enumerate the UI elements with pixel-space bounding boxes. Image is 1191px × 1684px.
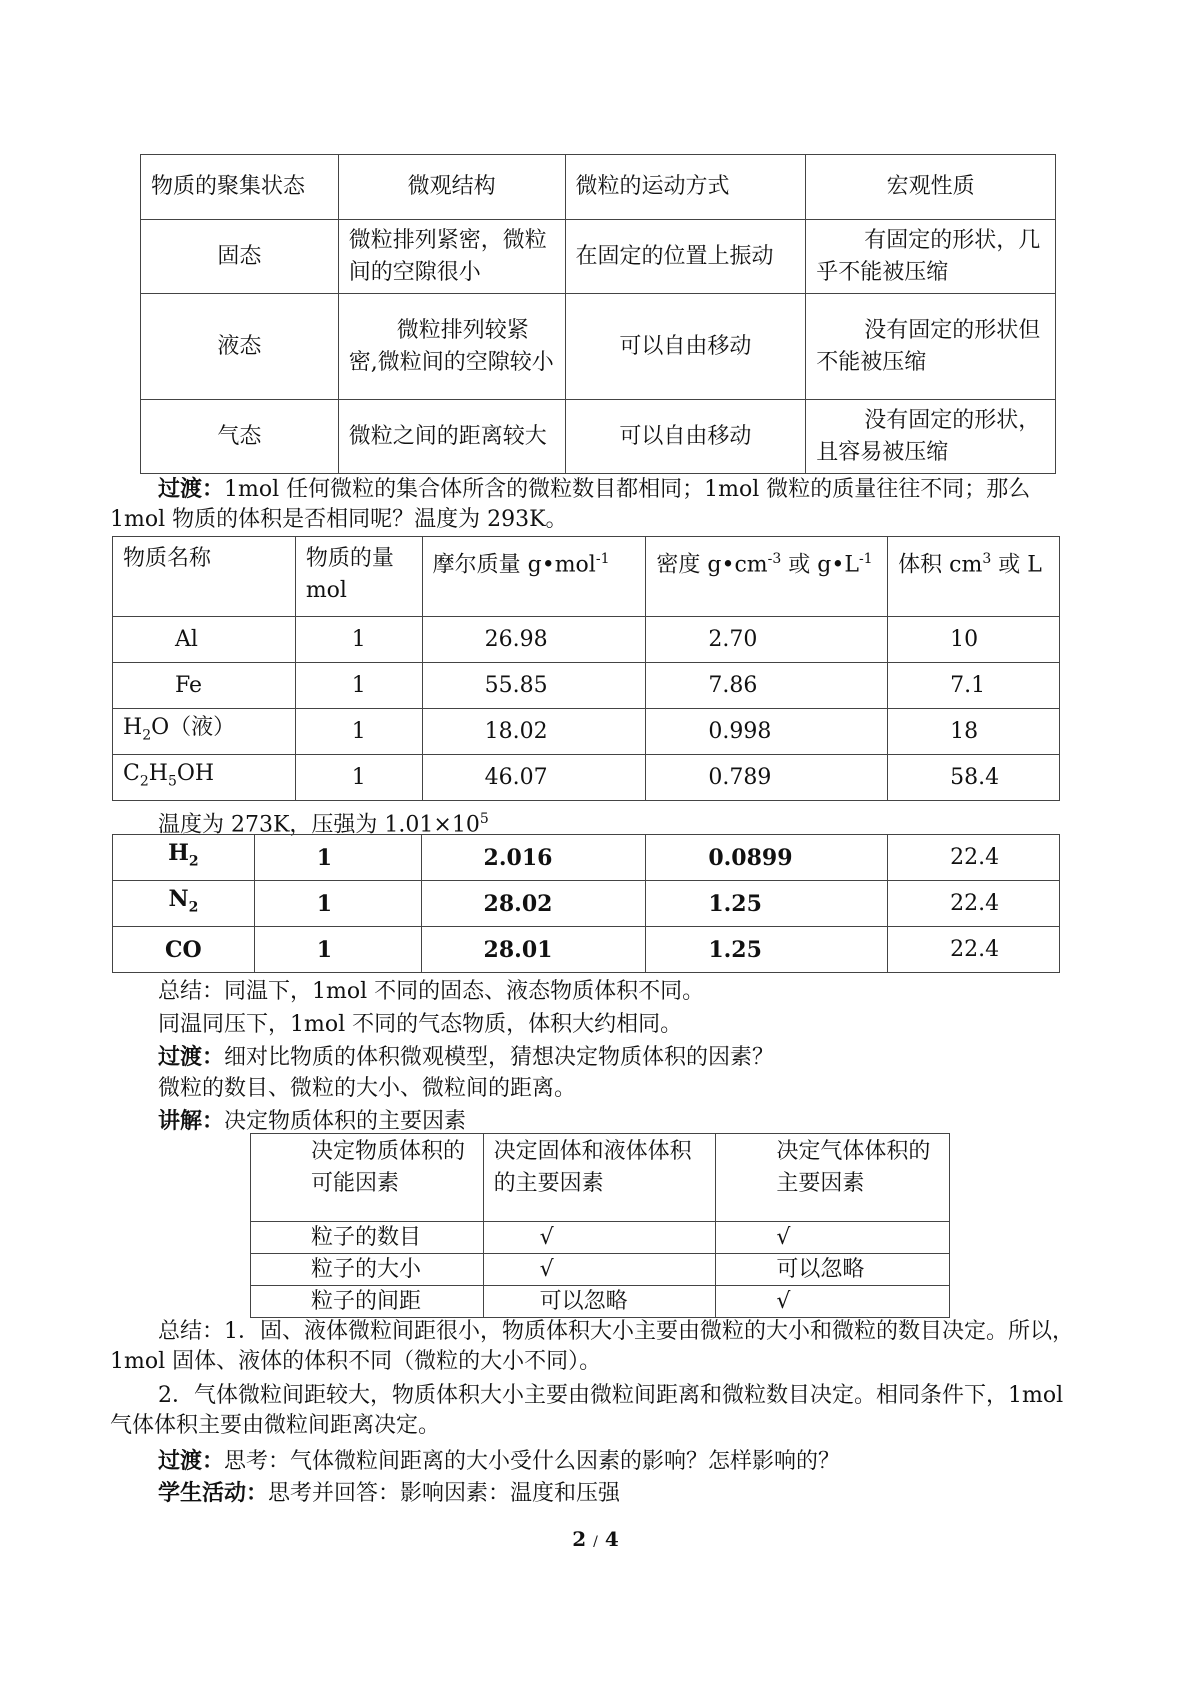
summary-text: 总结：同温下，1mol 不同的固态、液态物质体积不同。 [158, 979, 705, 1004]
header-text: 体积 cm [898, 552, 983, 578]
paragraph-text: 细对比物质的体积微观模型，猜想决定物质体积的因素？ [224, 1045, 775, 1070]
table-cell: 1 [254, 835, 421, 881]
table-header: 微粒的运动方式 [565, 155, 806, 220]
formula: H [168, 840, 189, 867]
table-cell: 微粒排列紧密，微粒间的空隙很小 [338, 220, 565, 294]
table-header: 微观结构 [338, 155, 565, 220]
table-cell: 粒子的大小 [251, 1254, 484, 1286]
header-text: 或 g•L [781, 552, 859, 578]
table-cell: 22.4 [888, 927, 1060, 973]
header-text: 或 L [991, 552, 1042, 578]
table-cell: 0.998 [646, 709, 888, 755]
table-cell: 没有固定的形状，且容易被压缩 [806, 400, 1056, 474]
table-cell [113, 835, 255, 881]
table-cell: 55.85 [422, 663, 646, 709]
table-cell: 固态 [141, 220, 339, 294]
formula: O（液） [151, 714, 236, 740]
table-cell: √ [716, 1286, 950, 1318]
table-cell: 1 [254, 927, 421, 973]
table-cell: 28.02 [421, 881, 646, 927]
table-cell [113, 881, 255, 927]
states-table [140, 154, 1056, 474]
table-cell: √ [716, 1222, 950, 1254]
summary-text: 同温同压下，1mol 不同的气态物质，体积大约相同。 [158, 1012, 683, 1037]
table-header: 物质的聚集状态 [141, 155, 339, 220]
table-cell: 58.4 [888, 755, 1060, 801]
formula: C [123, 760, 140, 786]
table-cell: 2.016 [421, 835, 646, 881]
table-cell: 粒子的数目 [251, 1222, 484, 1254]
summary-paragraph: 2．气体微粒间距较大，物质体积大小主要由微粒间距离和微粒数目决定。相同条件下，1mol 气体体积主要由微粒间距离决定。 [110, 1383, 1064, 1438]
gas-table [112, 834, 1060, 973]
table-cell: 1 [295, 617, 422, 663]
header-text: 密度 g•cm [656, 552, 768, 578]
table-cell: 液态 [141, 294, 339, 400]
table-cell [113, 927, 255, 973]
table-header: 决定气体体积的主要因素 [716, 1134, 950, 1222]
summary-paragraph: 总结：1．固、液体微粒间距很小，物质体积大小主要由微粒的大小和微粒的数目决定。所以，1mol 固体、液体的体积不同（微粒的大小不同）。 [110, 1319, 1075, 1374]
paragraph-text: 决定物质体积的主要因素 [224, 1109, 467, 1134]
table-cell: 1 [295, 709, 422, 755]
superscript: -1 [858, 551, 873, 567]
table-header: 宏观性质 [806, 155, 1056, 220]
subscript: 2 [188, 899, 199, 916]
table-cell: Al [113, 617, 296, 663]
table-cell: 可以自由移动 [565, 294, 806, 400]
paragraph-text: 思考并回答：影响因素：温度和压强 [268, 1481, 621, 1506]
header-text: 摩尔质量 g•mol [432, 552, 596, 578]
superscript: 5 [479, 811, 489, 827]
table-cell [113, 755, 296, 801]
table-header [646, 537, 888, 617]
table-cell: 18 [888, 709, 1060, 755]
table-cell: 在固定的位置上振动 [565, 220, 806, 294]
table-cell: √ [483, 1254, 716, 1286]
table-cell: Fe [113, 663, 296, 709]
table-cell: 有固定的形状，几乎不能被压缩 [806, 220, 1056, 294]
table-cell: 7.86 [646, 663, 888, 709]
table-header [422, 537, 646, 617]
superscript: -3 [767, 551, 782, 567]
page-number [0, 1527, 1191, 1551]
table-cell: 微粒排列较紧密,微粒间的空隙较小 [338, 294, 565, 400]
superscript: 3 [982, 551, 992, 567]
table-header [888, 537, 1060, 617]
table-cell: 1 [295, 663, 422, 709]
table-cell: 1 [254, 881, 421, 927]
table-cell: 可以自由移动 [565, 400, 806, 474]
table-cell: 7.1 [888, 663, 1060, 709]
paragraph-text: 思考：气体微粒间距离的大小受什么因素的影响？怎样影响的？ [224, 1449, 841, 1474]
transition-paragraph [110, 474, 1085, 535]
table-cell: 1 [295, 755, 422, 801]
table-header: 物质的量mol [295, 537, 422, 617]
density-table [112, 536, 1060, 801]
table-cell: 0.0899 [646, 835, 888, 881]
subscript: 5 [167, 773, 177, 790]
subscript: 2 [139, 773, 149, 790]
table-cell: 28.01 [421, 927, 646, 973]
table-cell: √ [483, 1222, 716, 1254]
subscript: 2 [142, 727, 152, 744]
formula: H [123, 714, 143, 740]
table-header: 决定固体和液体体积的主要因素 [483, 1134, 716, 1222]
paragraph-text: 1mol 任何微粒的集合体所含的微粒数目都相同；1mol 微粒的质量往往不同；那么1mol 物质的体积是否相同呢？温度为 293K。 [110, 477, 1031, 532]
formula: H [148, 760, 168, 786]
paragraph: 微粒的数目、微粒的大小、微粒间的距离。 [158, 1076, 577, 1101]
subscript: 2 [188, 853, 199, 870]
table-cell: 1.25 [646, 927, 888, 973]
table-cell: 22.4 [888, 881, 1060, 927]
table-cell: 可以忽略 [716, 1254, 950, 1286]
formula: CO [165, 936, 202, 963]
table-cell: 18.02 [422, 709, 646, 755]
page-separator: / [593, 1534, 598, 1550]
factors-table [250, 1133, 950, 1318]
table-header: 决定物质体积的可能因素 [251, 1134, 484, 1222]
table-cell: 微粒之间的距离较大 [338, 400, 565, 474]
total-pages: 4 [604, 1527, 619, 1551]
table-cell: 0.789 [646, 755, 888, 801]
table-cell: 26.98 [422, 617, 646, 663]
label: 过渡： [158, 1448, 225, 1474]
superscript: -1 [595, 551, 610, 567]
label: 过渡： [158, 1044, 225, 1070]
label: 讲解： [158, 1108, 225, 1134]
activity-paragraph [158, 1478, 620, 1509]
transition-paragraph [158, 1042, 774, 1073]
table-cell: 没有固定的形状但不能被压缩 [806, 294, 1056, 400]
table-header: 物质名称 [113, 537, 296, 617]
label: 学生活动： [158, 1480, 269, 1506]
current-page: 2 [572, 1527, 587, 1551]
paragraph-text: 温度为 273K，压强为 1.01×10 [158, 812, 480, 838]
table-cell: 可以忽略 [483, 1286, 716, 1318]
table-cell: 2.70 [646, 617, 888, 663]
table-cell: 气态 [141, 400, 339, 474]
table-cell: 10 [888, 617, 1060, 663]
transition-paragraph [158, 1446, 840, 1477]
table-cell: 粒子的间距 [251, 1286, 484, 1318]
table-cell: 46.07 [422, 755, 646, 801]
table-cell [113, 709, 296, 755]
table-cell: 22.4 [888, 835, 1060, 881]
table-cell: 1.25 [646, 881, 888, 927]
formula: OH [176, 760, 215, 786]
label: 过渡： [158, 476, 225, 502]
formula: N [168, 886, 189, 913]
